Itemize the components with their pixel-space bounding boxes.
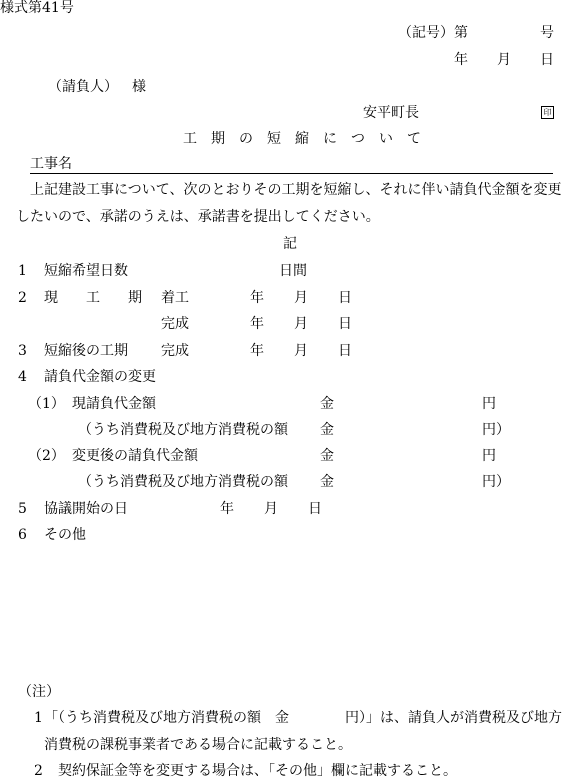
- item-1-label: 短縮希望日数: [44, 263, 128, 279]
- item-3-month: 月: [294, 343, 308, 359]
- addressee-label: （請負人）: [48, 79, 118, 95]
- note-1-number: 1: [34, 710, 43, 726]
- item-5-number: 5: [18, 501, 27, 517]
- item-2-start-day: 日: [338, 290, 352, 306]
- item-4-sub1-tax-yen: 円）: [482, 422, 510, 438]
- item-4-sub2-label: 変更後の請負代金額: [72, 448, 198, 464]
- date-month: 月: [497, 52, 511, 68]
- body-line-2: したいので、承諾のうえは、承諾書を提出してください。: [16, 209, 380, 225]
- item-2-end-label: 完成: [161, 316, 189, 332]
- item-5-day: 日: [308, 501, 322, 517]
- body-line-1: 上記建設工事について、次のとおりその工期を短縮し、それに伴い請負代金額を変更: [30, 182, 562, 198]
- item-5-year: 年: [220, 501, 234, 517]
- item-3-number: 3: [18, 343, 27, 359]
- item-3-label: 短縮後の工期: [44, 343, 128, 359]
- note-1-line-1: 「（うち消費税及び地方消費税の額 金 円）」は、請負人が消費税及び地方: [44, 710, 562, 726]
- item-2-start-label: 着工: [161, 290, 189, 306]
- item-2-start-month: 月: [294, 290, 308, 306]
- date-day: 日: [540, 52, 554, 68]
- item-4-sub2-yen: 円: [482, 448, 496, 464]
- date-year: 年: [454, 52, 468, 68]
- issuer-name: 安平町長: [363, 105, 419, 121]
- item-4-sub2-tax-yen: 円）: [482, 474, 510, 490]
- note-2-text: 契約保証金等を変更する場合は、「その他」欄に記載すること。: [58, 763, 457, 779]
- item-4-sub2-kin: 金: [320, 448, 334, 464]
- item-4-label: 請負代金額の変更: [44, 369, 156, 385]
- work-name-label: 工事名: [30, 156, 72, 172]
- item-4-sub1-label: 現請負代金額: [72, 396, 156, 412]
- note-2-number: 2: [34, 763, 43, 779]
- item-4-sub1-tax-label: （うち消費税及び地方消費税の額: [78, 422, 288, 438]
- item-4-sub2-number: （2）: [28, 448, 65, 464]
- item-6-number: 6: [18, 527, 27, 543]
- form-number: 様式第41号: [0, 0, 74, 16]
- record-number-label: （記号）第: [398, 25, 468, 41]
- item-2-end-day: 日: [338, 316, 352, 332]
- item-5-month: 月: [264, 501, 278, 517]
- item-2-start-year: 年: [250, 290, 264, 306]
- seal-mark: 印: [541, 106, 554, 119]
- note-1-line-2: 消費税の課税事業者である場合に記載すること。: [44, 737, 352, 753]
- item-2-end-year: 年: [250, 316, 264, 332]
- item-2-number: 2: [18, 290, 27, 306]
- item-2-label: 現 工 期: [44, 290, 142, 306]
- item-2-end-month: 月: [294, 316, 308, 332]
- ki-heading: 記: [283, 236, 297, 252]
- item-3-end-label: 完成: [161, 343, 189, 359]
- item-6-label: その他: [44, 527, 86, 543]
- item-4-sub1-kin: 金: [320, 396, 334, 412]
- item-3-day: 日: [338, 343, 352, 359]
- item-4-sub1-number: （1）: [28, 396, 65, 412]
- work-name-underline: [30, 173, 553, 174]
- item-1-number: 1: [18, 263, 27, 279]
- item-5-label: 協議開始の日: [44, 501, 128, 517]
- item-4-sub1-tax-kin: 金: [320, 422, 334, 438]
- item-4-sub2-tax-kin: 金: [320, 474, 334, 490]
- item-4-sub2-tax-label: （うち消費税及び地方消費税の額: [78, 474, 288, 490]
- item-4-sub1-yen: 円: [482, 396, 496, 412]
- page-title: 工 期 の 短 縮 に つ い て: [183, 131, 421, 147]
- item-4-number: 4: [18, 369, 27, 385]
- item-3-year: 年: [250, 343, 264, 359]
- item-1-unit: 日間: [279, 263, 307, 279]
- addressee-honorific: 様: [132, 79, 146, 95]
- record-number-suffix: 号: [540, 25, 554, 41]
- notes-header: （注）: [18, 684, 60, 700]
